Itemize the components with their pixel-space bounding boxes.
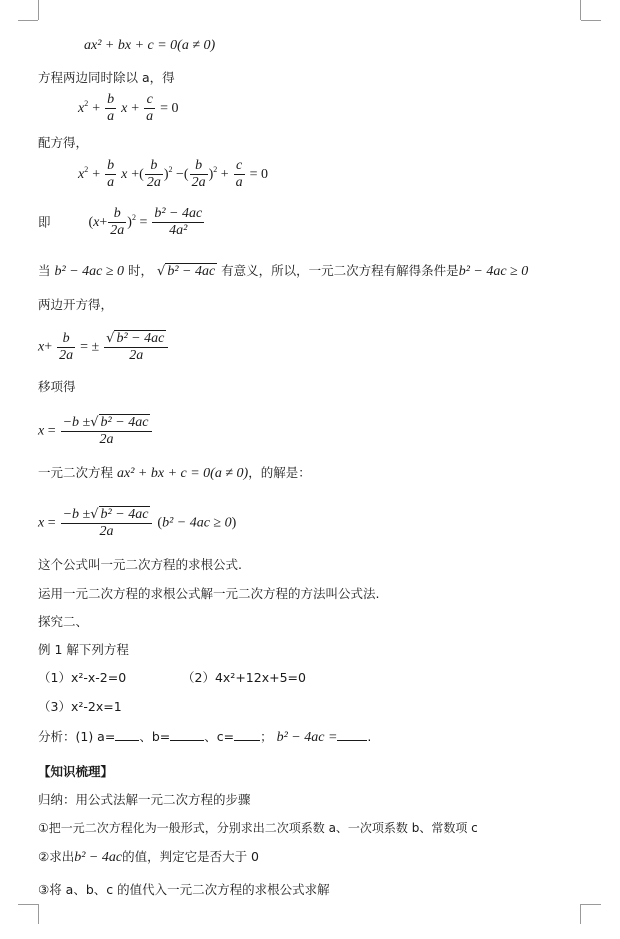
solution-intro-line: 一元二次方程 ax² + bx + c = 0(a ≠ 0)，的解是： xyxy=(38,465,311,481)
math-standard-form: ax² + bx + c = 0(a ≠ 0) xyxy=(84,38,216,53)
equation-quadratic-formula: x = $\frac{\text{−b ±√ b² − 4ac}}{2a}$ xyxy=(38,414,153,448)
fraction-b-over-a: $\frac{b}{a}$ xyxy=(107,92,115,124)
text-method-name: 运用一元二次方程的求根公式解一元二次方程的方法叫公式法. xyxy=(38,586,380,601)
crop-mark-bottom-left-v xyxy=(38,904,39,924)
text-that-is: 即 xyxy=(38,214,51,230)
problem-2: （2）4x²+12x+5=0 xyxy=(182,670,306,685)
step-3: ③将 a、b、c 的值代入一元二次方程的求根公式求解 xyxy=(38,882,330,897)
step-1: ①把一元二次方程化为一般形式，分别求出二次项系数 a、一次项系数 b、常数项 c xyxy=(38,821,478,835)
text-divide-by-a: 方程两边同时除以 a，得 xyxy=(38,70,175,85)
text-example: 例 1 解下列方程 xyxy=(38,642,129,657)
blank-a[interactable] xyxy=(115,740,139,741)
text-formula-name: 这个公式叫一元二次方程的求根公式. xyxy=(38,557,242,572)
equation-sqrt-both-sides: x+ $\frac{b}{2a}$ = ± $\frac{\text{√ b² − 4ac}}{2a}$ xyxy=(38,330,169,364)
crop-mark-bottom-left-h xyxy=(18,904,38,905)
crop-mark-top-left-v xyxy=(38,0,39,20)
blank-c[interactable] xyxy=(234,740,260,741)
crop-mark-top-right-h xyxy=(581,20,601,21)
math-x: $x^2$ xyxy=(78,99,89,116)
text-explore: 探究二、 xyxy=(38,614,89,629)
crop-mark-bottom-right-v xyxy=(580,904,581,924)
problem-1: （1）x²-x-2=0 xyxy=(38,670,127,685)
problem-3: （3）x²-2x=1 xyxy=(38,699,122,714)
that-is-line: 即 (x+ $\frac{b}{2a}$ )$^2$ = $\frac{\text{b² − 4ac}}{\text{4a²}}$ xyxy=(38,206,203,238)
step-2: ②求出b² − 4ac的值，判定它是否大于 0 xyxy=(38,849,260,865)
text-move-terms: 移项得 xyxy=(38,379,76,394)
equation-completed-square: $x^2$ + $\frac{b}{a}$ x +( $\frac{b}{2a}$ )$^2$ −( $\frac{b}{2a}$ )$^2$ + $\frac{c}{a}$ = 0 xyxy=(78,158,269,190)
section-knowledge: 【知识梳理】 xyxy=(38,764,114,779)
fraction-disc-over-4a2: $\frac{\text{b² − 4ac}}{\text{4a²}}$ xyxy=(154,206,203,238)
equation-divided: $x^2$ + $\frac{b}{a}$ x + $\frac{c}{a}$ = 0 xyxy=(78,92,179,124)
text-when: 当 xyxy=(38,263,51,278)
text-sqrt-both-sides: 两边开方得， xyxy=(38,297,114,312)
text-complete-square: 配方得， xyxy=(38,135,89,150)
condition-line: 当 b² − 4ac ≥ 0 时， √ b² − 4ac 有意义，所以，一元二次方程有解得条件是b² − 4ac ≥ 0 xyxy=(38,263,529,279)
equation-final-formula: x = $\frac{\text{−b ±√ b² − 4ac}}{2a}$ (b² − 4ac ≥ 0) xyxy=(38,507,237,539)
text-summary: 归纳：用公式法解一元二次方程的步骤 xyxy=(38,792,251,807)
blank-b[interactable] xyxy=(170,740,204,741)
crop-mark-top-right-v xyxy=(580,0,581,20)
crop-mark-bottom-right-h xyxy=(581,904,601,905)
analysis-line: 分析：(1) a= 、b= 、c= ； b² − 4ac = . xyxy=(38,729,372,745)
fraction-c-over-a: $\frac{c}{a}$ xyxy=(146,92,154,124)
crop-mark-top-left-h xyxy=(18,20,38,21)
standard-form-equation xyxy=(84,36,215,55)
blank-discriminant[interactable] xyxy=(337,740,367,741)
